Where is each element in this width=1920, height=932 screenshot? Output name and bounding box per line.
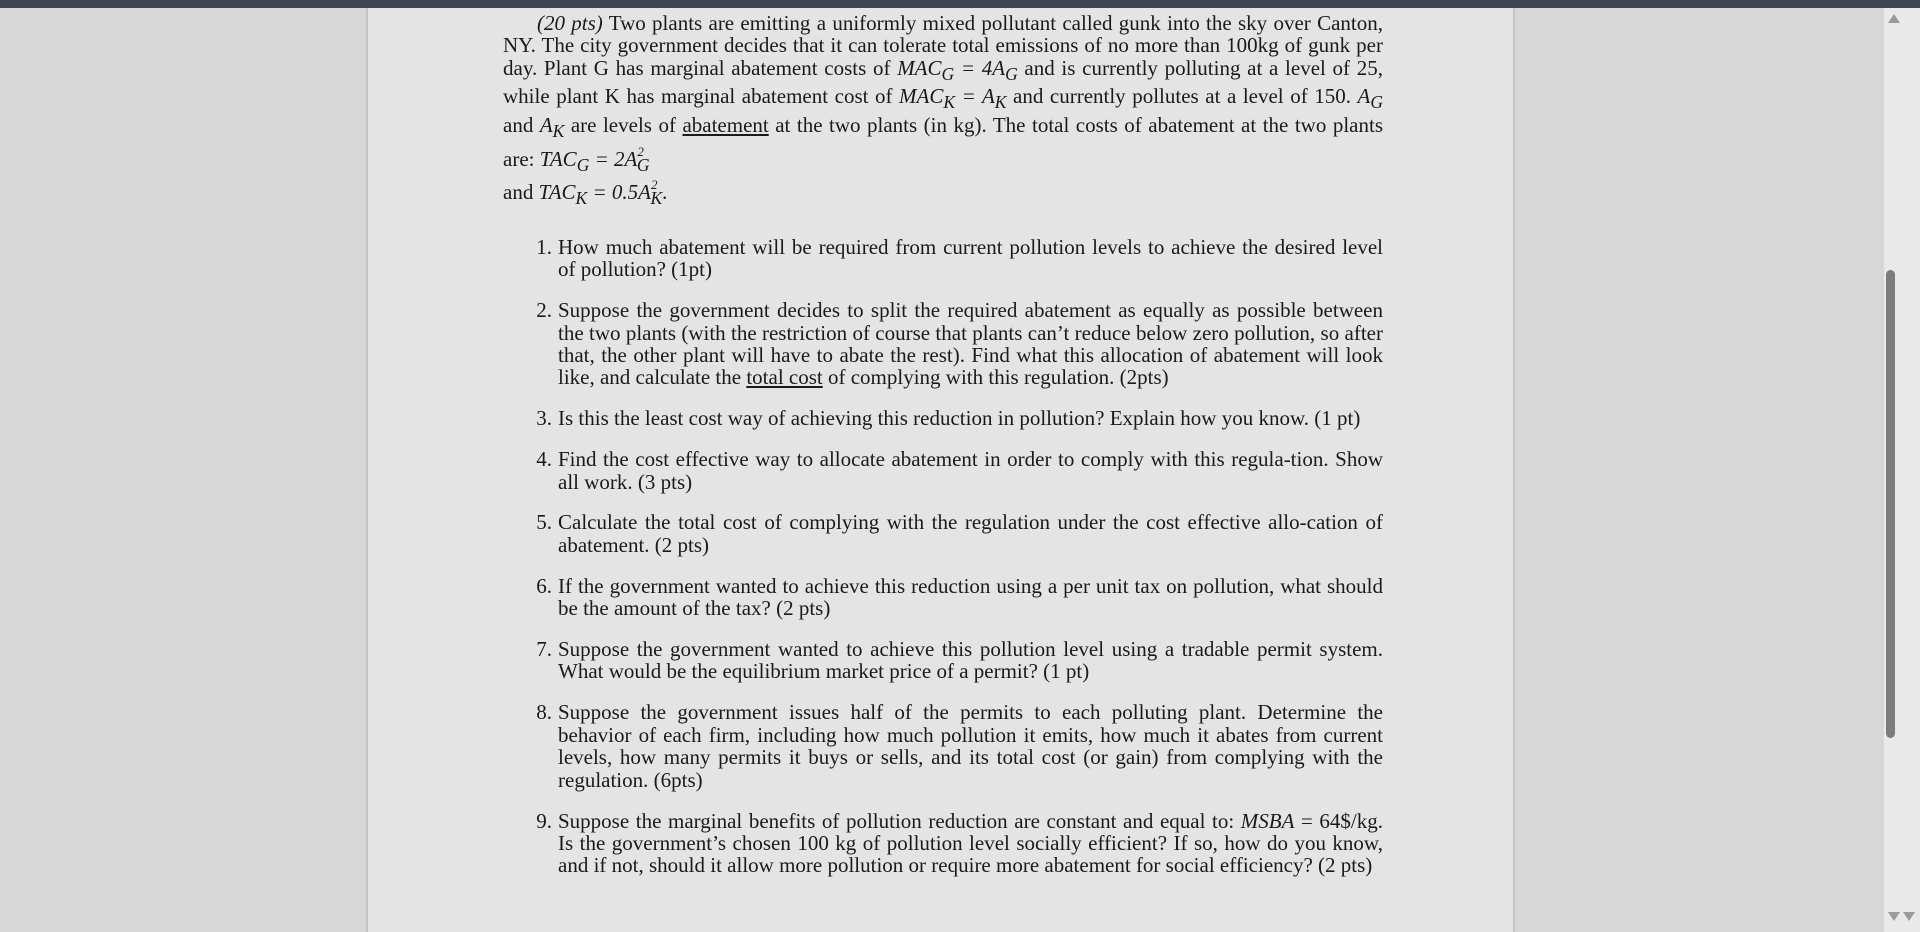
math-ag: $A_G$ [1357, 84, 1383, 113]
math-mac-k: $MAC_K = A_K$ [899, 84, 1007, 113]
question-text: Find the cost effective way to allocate abatement in order to comply with this regula-tion. Show all work. (3 pts) [558, 447, 1383, 494]
intro-text: and currently pollutes at a level of 150. [1006, 84, 1358, 109]
question-text: How much abatement will be required from current pollution levels to achieve the desired level of pollution? (1pt) [558, 234, 1383, 282]
math-mac-g: $MAC_G = 4A_G$ [897, 55, 1018, 84]
intro-text: . [662, 180, 668, 205]
question-number: 5. [536, 510, 552, 535]
question-item [503, 407, 1383, 429]
question-number: 7. [536, 637, 552, 662]
question-text: Calculate the total cost of complying with the regulation under the cost effective allo-cation of abatement. (2 pts) [558, 510, 1383, 557]
question-text: Is this the least cost way of achieving this reduction in pollution? Explain how you know. (1 pt) [558, 406, 1361, 431]
page-content [503, 12, 1383, 895]
intro-text: Two plants are emitting a uniformly mixed pollutant called gunk into the sky over Canton, NY. The city government decides that it can tolerate total emissions of no more than 100kg of gunk per day. Plant G has marginal abatement costs of [503, 11, 1383, 80]
question-text: Suppose the government issues half of the permits to each polluting plant. Determine the behavior of each firm, including how much pollution it emits, how much it abates from current levels, how many permits it buys or sells, and its total cost (or gain) from complying with the regulation. (6pts) [558, 700, 1383, 792]
question-number: 9. [536, 808, 552, 833]
scroll-up-arrow-icon[interactable] [1888, 14, 1900, 23]
question-item [503, 701, 1383, 791]
question-number: 4. [536, 447, 552, 472]
math-tac-k: $TAC_K = 0.5A^2_K$ [538, 177, 663, 209]
math-msba: MSBA [1240, 808, 1295, 833]
intro-text: at the two plants (in kg). The total costs of abatement at the two plants are: [503, 113, 1384, 171]
scroll-down-arrow-icon[interactable] [1903, 912, 1915, 921]
question-text: Suppose the government decides to split the required abatement as equally as possible between the two plants (with the restriction of course that plants can’t reduce below zero pollution, so after that, the other plant will have to abate the rest). Find what this allocation of abatement will look like, and calculate the [558, 298, 1383, 390]
problem-intro [503, 12, 1383, 210]
points-label: (20 pts) [537, 11, 603, 35]
question-number: 6. [536, 573, 552, 598]
question-number: 3. [536, 406, 552, 431]
math-ak: $A_K$ [539, 113, 565, 142]
document-page [368, 8, 1515, 932]
intro-text: and [503, 113, 540, 137]
question-text: Suppose the government wanted to achieve this pollution level using a tradable permit system. What would be the equilibrium market price of a permit? (1 pt) [558, 637, 1383, 684]
total-cost-underlined: total cost [746, 365, 823, 390]
question-item [503, 299, 1383, 389]
question-text: = 64$/kg. Is the government’s chosen 100 kg of pollution level socially efficient? If so, how do you know, and if not, should it allow more pollution or require more abatement for social efficiency? (2 pts) [558, 808, 1383, 878]
question-item [503, 575, 1383, 620]
scrollbar-thumb[interactable] [1886, 270, 1895, 738]
question-number: 1. [536, 234, 552, 259]
question-text: If the government wanted to achieve this reduction using a per unit tax on pollution, what should be the amount of the tax? (2 pts) [558, 573, 1383, 621]
question-text: Suppose the marginal benefits of pollution reduction are constant and equal to: [558, 808, 1241, 833]
intro-text: and is currently polluting at a level of 25, while plant K has marginal abatement cost of [503, 55, 1384, 109]
question-item [503, 236, 1383, 281]
math-tac-g: $TAC_G = 2A^2_G$ [539, 143, 650, 175]
question-text: of complying with this regulation. (2pts) [822, 365, 1169, 390]
question-item [503, 448, 1383, 493]
intro-text: are levels of [564, 113, 683, 137]
abatement-underlined: abatement [682, 113, 769, 137]
question-list [503, 236, 1383, 877]
scroll-down-arrow-icon[interactable] [1888, 912, 1900, 921]
question-item [503, 810, 1383, 877]
question-item [503, 511, 1383, 556]
question-item [503, 638, 1383, 683]
question-number: 8. [536, 700, 552, 725]
intro-text: and [503, 180, 539, 205]
question-number: 2. [536, 298, 552, 323]
window-top-bar [0, 0, 1920, 8]
